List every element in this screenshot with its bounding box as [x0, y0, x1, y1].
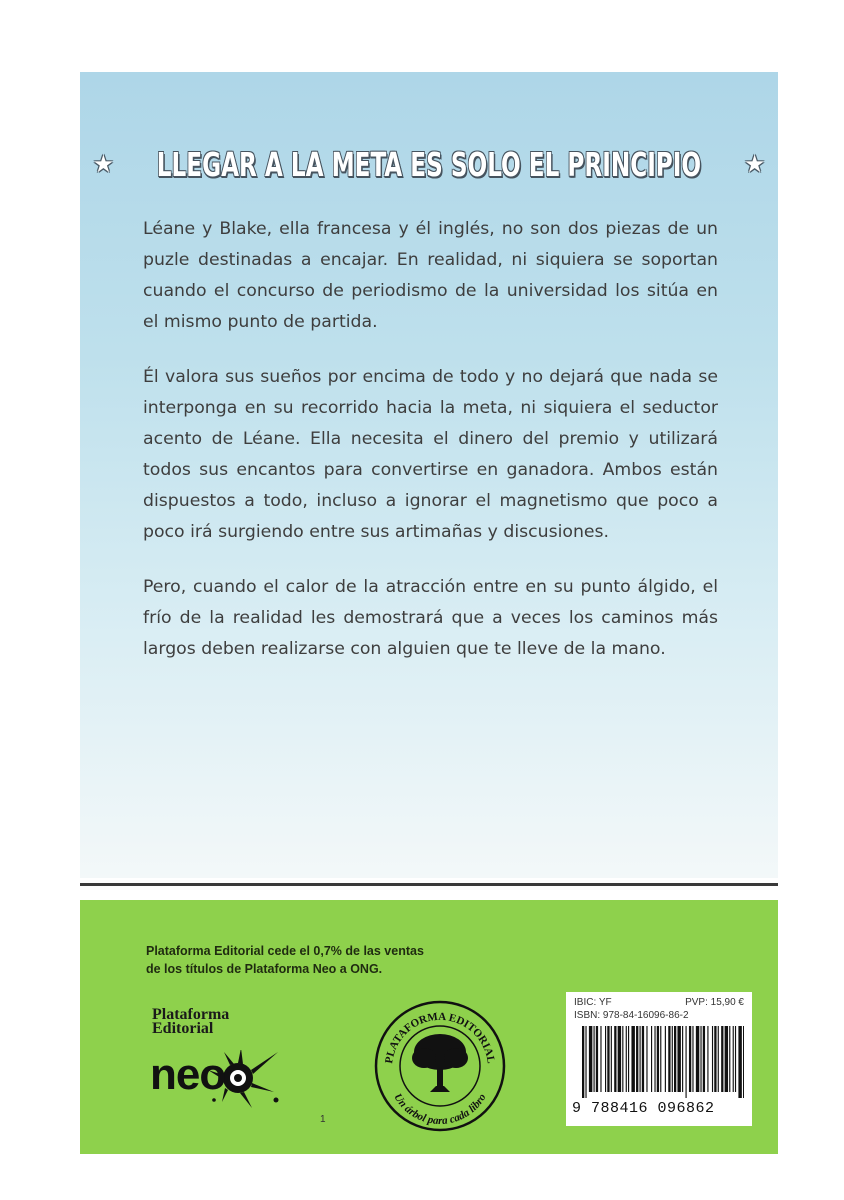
barcode-bar [651, 1026, 652, 1092]
barcode-bar [689, 1026, 691, 1092]
barcode-bar [636, 1026, 638, 1092]
price-row [574, 997, 744, 1008]
barcode-bar [611, 1026, 612, 1092]
star-icon: ★ [92, 150, 115, 178]
donation-line: Plataforma Editorial cede el 0,7% de las ventas [146, 944, 424, 958]
svg-text:Un árbol para cada libro [391, 1091, 488, 1127]
barcode-bar [682, 1026, 683, 1092]
barcode-bar [614, 1026, 616, 1092]
barcode-bar [622, 1026, 623, 1092]
barcode-bar [714, 1026, 716, 1092]
barcode-bar [672, 1026, 673, 1092]
barcode-bar [596, 1026, 598, 1092]
barcode-bar [743, 1026, 744, 1098]
synopsis [143, 214, 718, 689]
book-back-cover [80, 72, 778, 1154]
barcode-bar [707, 1026, 708, 1092]
barcode-bar [725, 1026, 728, 1092]
synopsis-paragraph: Pero, cuando el calor de la atracción entre en su punto álgido, el frío de la realidad les demostrará que a veces los caminos más largos deben realizarse con alguien que te lleve de la mano. [143, 577, 718, 659]
barcode-bar [665, 1026, 666, 1092]
barcode-bar [674, 1026, 676, 1092]
barcode-bar [700, 1026, 701, 1092]
imprint-logo-text: neo [150, 1050, 226, 1099]
barcode-icon [582, 1026, 744, 1098]
barcode-bar [646, 1026, 647, 1092]
barcode-bar [703, 1026, 705, 1092]
barcode-bar [686, 1026, 687, 1098]
barcode-bar [657, 1026, 659, 1092]
barcode-bar [628, 1026, 629, 1092]
divider [80, 886, 778, 900]
publisher-logo-text [152, 1008, 229, 1036]
barcode-bar [677, 1026, 680, 1092]
sky-gradient-panel [80, 72, 778, 878]
barcode-bar [738, 1026, 741, 1098]
barcode-bar [585, 1026, 586, 1098]
barcode-label [566, 992, 752, 1126]
donation-notice [146, 942, 486, 978]
barcode-bar [712, 1026, 713, 1092]
green-footer-band [80, 900, 778, 1154]
barcode-bar [642, 1026, 644, 1092]
seal-top-text: PLATAFORMA EDITORIAL [383, 1010, 497, 1065]
barcode-bar [607, 1026, 609, 1092]
barcode-bar [696, 1026, 699, 1092]
barcode-digits: 9 788416 096862 [572, 1100, 715, 1117]
barcode-bar [582, 1026, 584, 1098]
star-icon: ★ [743, 150, 766, 178]
synopsis-paragraph: Él valora sus sueños por encima de todo y no dejará que nada se interponga en su recorrido hacia la meta, ni siquiera el seductor acento de Léane. Ella necesita el dinero del premio y utilizará todos sus encantos para convertirse en ganadora. Ambos están dispuestos a todo, incluso a ignorar el magnetismo que poco a poco irá surgiendo entre sus artimañas y discusiones. [143, 367, 718, 542]
barcode-bar [721, 1026, 723, 1092]
donation-line: de los títulos de Plataforma Neo a ONG. [146, 962, 383, 976]
seal-bottom-text: Un árbol para cada libro [391, 1091, 489, 1128]
barcode-bar [589, 1026, 592, 1092]
page-mark: 1 [320, 1114, 326, 1125]
barcode-bar [594, 1026, 595, 1092]
barcode-bar [605, 1026, 606, 1092]
barcode-bar [668, 1026, 670, 1092]
price: PVP: 15,90 € [685, 997, 744, 1008]
barcode-bar [640, 1026, 641, 1092]
barcode-bar [718, 1026, 719, 1092]
barcode-bar [626, 1026, 627, 1092]
barcode-bar [660, 1026, 661, 1092]
barcode-bar [600, 1026, 601, 1092]
headline [80, 144, 778, 184]
barcode-bar [618, 1026, 621, 1092]
barcode-bar [735, 1026, 736, 1092]
synopsis-paragraph: Léane y Blake, ella francesa y él inglés, no son dos piezas de un puzle destinadas a encajar. En realidad, ni siquiera se soportan cuando el concurso de periodismo de la universidad los sitúa en el mismo punto de partida. [143, 219, 718, 332]
isbn: ISBN: 978-84-16096-86-2 [574, 1010, 689, 1021]
publisher-name-line: Plataforma [152, 1006, 230, 1023]
publisher-name-line: Editorial [152, 1020, 214, 1037]
barcode-bar [733, 1026, 734, 1092]
ibic-code: IBIC: YF [574, 997, 612, 1008]
barcode-bar [631, 1026, 634, 1092]
barcode-bar [692, 1026, 693, 1092]
headline-text: LLEGAR A LA META ES SOLO EL PRINCIPIO [156, 144, 702, 184]
barcode-bar [654, 1026, 655, 1092]
barcode-bar [729, 1026, 730, 1092]
tree-seal-icon [370, 996, 510, 1136]
